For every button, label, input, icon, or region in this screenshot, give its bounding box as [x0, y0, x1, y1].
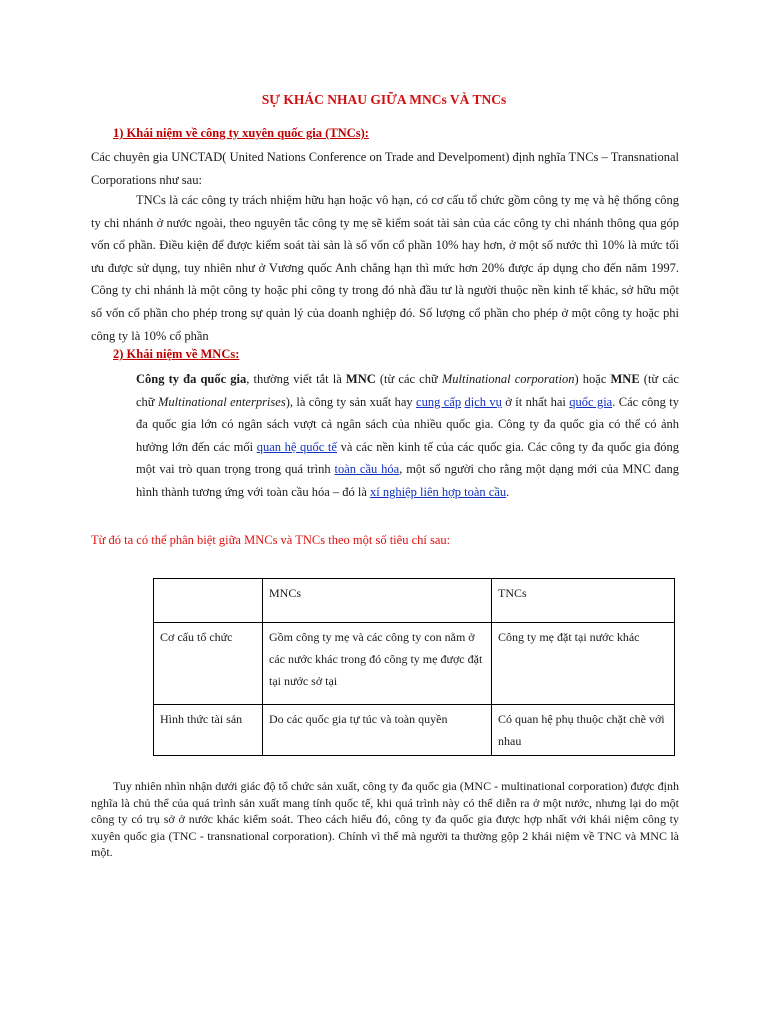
- text-run: (từ các chữ: [375, 372, 442, 386]
- table-header-cell: MNCs: [263, 579, 492, 623]
- section2-body: [136, 368, 679, 504]
- table-cell: Hình thức tài sản: [154, 705, 263, 756]
- table-cell: Gồm công ty mẹ và các công ty con nằm ở các nước khác trong đó công ty mẹ được đặt tại nước sở tại: [263, 623, 492, 705]
- section2-heading: [113, 347, 239, 362]
- text-run: và các nền kinh tế của các quốc gia. Các công ty đa quốc gia đóng một vai trò quan trọng trong quá trình: [136, 439, 680, 477]
- comparison-intro: Từ đó ta có thể phân biệt giữa MNCs và TNCs theo một số tiêu chí sau:: [91, 533, 451, 547]
- text-run: (từ các chữ: [136, 372, 679, 409]
- closing-text: Tuy nhiên nhìn nhận dưới giác độ tổ chức sản xuất, công ty đa quốc gia (MNC - multinational corporation) được định nghĩa là chủ thể của quá trình sản xuất mang tính quốc tế, khi quá trình này có thể diễn ra ở một nước, nhưng lại do một công ty có trụ sở ở nước khác kiểm soát. Theo cách hiểu đó, công ty đa quốc gia được hợp nhất với khái niệm công ty xuyên quốc gia (TNC - transnational corporation). Chính vì thế mà người ta thường gộp 2 khái niệm về TNC và MNC là một.: [91, 779, 679, 859]
- table-cell: Do các quốc gia tự túc và toàn quyền: [263, 705, 492, 756]
- table-header-cell: TNCs: [492, 579, 675, 623]
- closing-paragraph: [91, 778, 679, 861]
- section1-heading-text: 1) Khái niệm về công ty xuyên quốc gia (TNCs):: [113, 126, 369, 140]
- text-run: ở ít nhất hai: [501, 394, 570, 409]
- table-cell: Công ty mẹ đặt tại nước khác: [492, 623, 675, 705]
- link-quoc-gia[interactable]: quốc gia: [569, 394, 613, 409]
- table-header-cell: [154, 579, 263, 623]
- section1-body: TNCs là các công ty trách nhiệm hữu hạn hoặc vô hạn, có cơ cấu tổ chức gồm công ty mẹ và hệ thống công ty chi nhánh ở nước ngoài, theo nguyên tắc công ty mẹ sẽ kiểm soát tài sản của các công ty chi nhánh thông qua góp vốn cổ phần. Điều kiện để được kiểm soát tài sản là số vốn cổ phần 10% hay hơn, ở một số nước thì 10% là mức tối ưu được sử dụng, tuy nhiên như ở Vương quốc Anh chẳng hạn thì mức hơn 20% được áp dụng cho đến năm 1997. Công ty chi nhánh là một công ty hoặc phi công ty trong đó nhà đầu tư là người thuộc nền kinh tế khác, sở hữu một số vốn cổ phần cho phép trong sự quản lý của doanh nghiệp đó. Số lượng cổ phần cho phép ở một công ty hoặc phi công ty là 10% cổ phần: [91, 193, 679, 343]
- term-mnc: MNC: [345, 372, 376, 386]
- table-row: [154, 623, 675, 705]
- term-mne: MNE: [610, 372, 640, 386]
- text-run: .: [506, 484, 510, 499]
- text-run: , thường viết tắt là: [246, 372, 346, 386]
- link-cung-cap[interactable]: cung cấp: [416, 394, 462, 409]
- text-run: ) hoặc: [574, 372, 611, 386]
- comparison-table: [153, 578, 675, 756]
- text-run: , một số người cho rằng một dạng mới của MNC đang hình thành tương ứng với toàn cầu hóa – đó là: [136, 462, 679, 499]
- table-cell: Có quan hệ phụ thuộc chặt chẽ với nhau: [492, 705, 675, 756]
- link-xi-nghiep-lien-hop-toan-cau[interactable]: xí nghiệp liên hợp toàn cầu: [370, 484, 507, 499]
- term-mnc-vi: Công ty đa quốc gia: [136, 372, 247, 386]
- table-row: [154, 705, 675, 756]
- document-title: SỰ KHÁC NHAU GIỮA MNCs VÀ TNCs: [261, 92, 507, 107]
- text-run: . Các công ty đa quốc gia lớn có ngân sách vượt cả ngân sách của nhiều quốc gia. Công ty đa quốc gia có thể có ảnh hưởng lớn đến các mối: [136, 394, 679, 454]
- term-multinational-enterprises: Multinational enterprises: [157, 394, 286, 409]
- table-header-row: [154, 579, 675, 623]
- section1-intro: Các chuyên gia UNCTAD( United Nations Conference on Trade and Develpoment) định nghĩa TNCs – Transnational Corporations như sau:: [91, 150, 679, 187]
- term-multinational-corporation: Multinational corporation: [441, 372, 575, 386]
- section1-heading: [113, 126, 369, 141]
- text-run: ), là công ty sản xuất hay: [285, 394, 417, 409]
- section2-heading-text: 2) Khái niệm về MNCs:: [113, 347, 240, 361]
- link-quan-he-quoc-te[interactable]: quan hệ quốc tế: [256, 439, 337, 454]
- link-toan-cau-hoa[interactable]: toàn cầu hóa: [334, 462, 400, 477]
- link-dich-vu[interactable]: dịch vụ: [464, 394, 502, 409]
- table-cell: Cơ cấu tổ chức: [154, 623, 263, 705]
